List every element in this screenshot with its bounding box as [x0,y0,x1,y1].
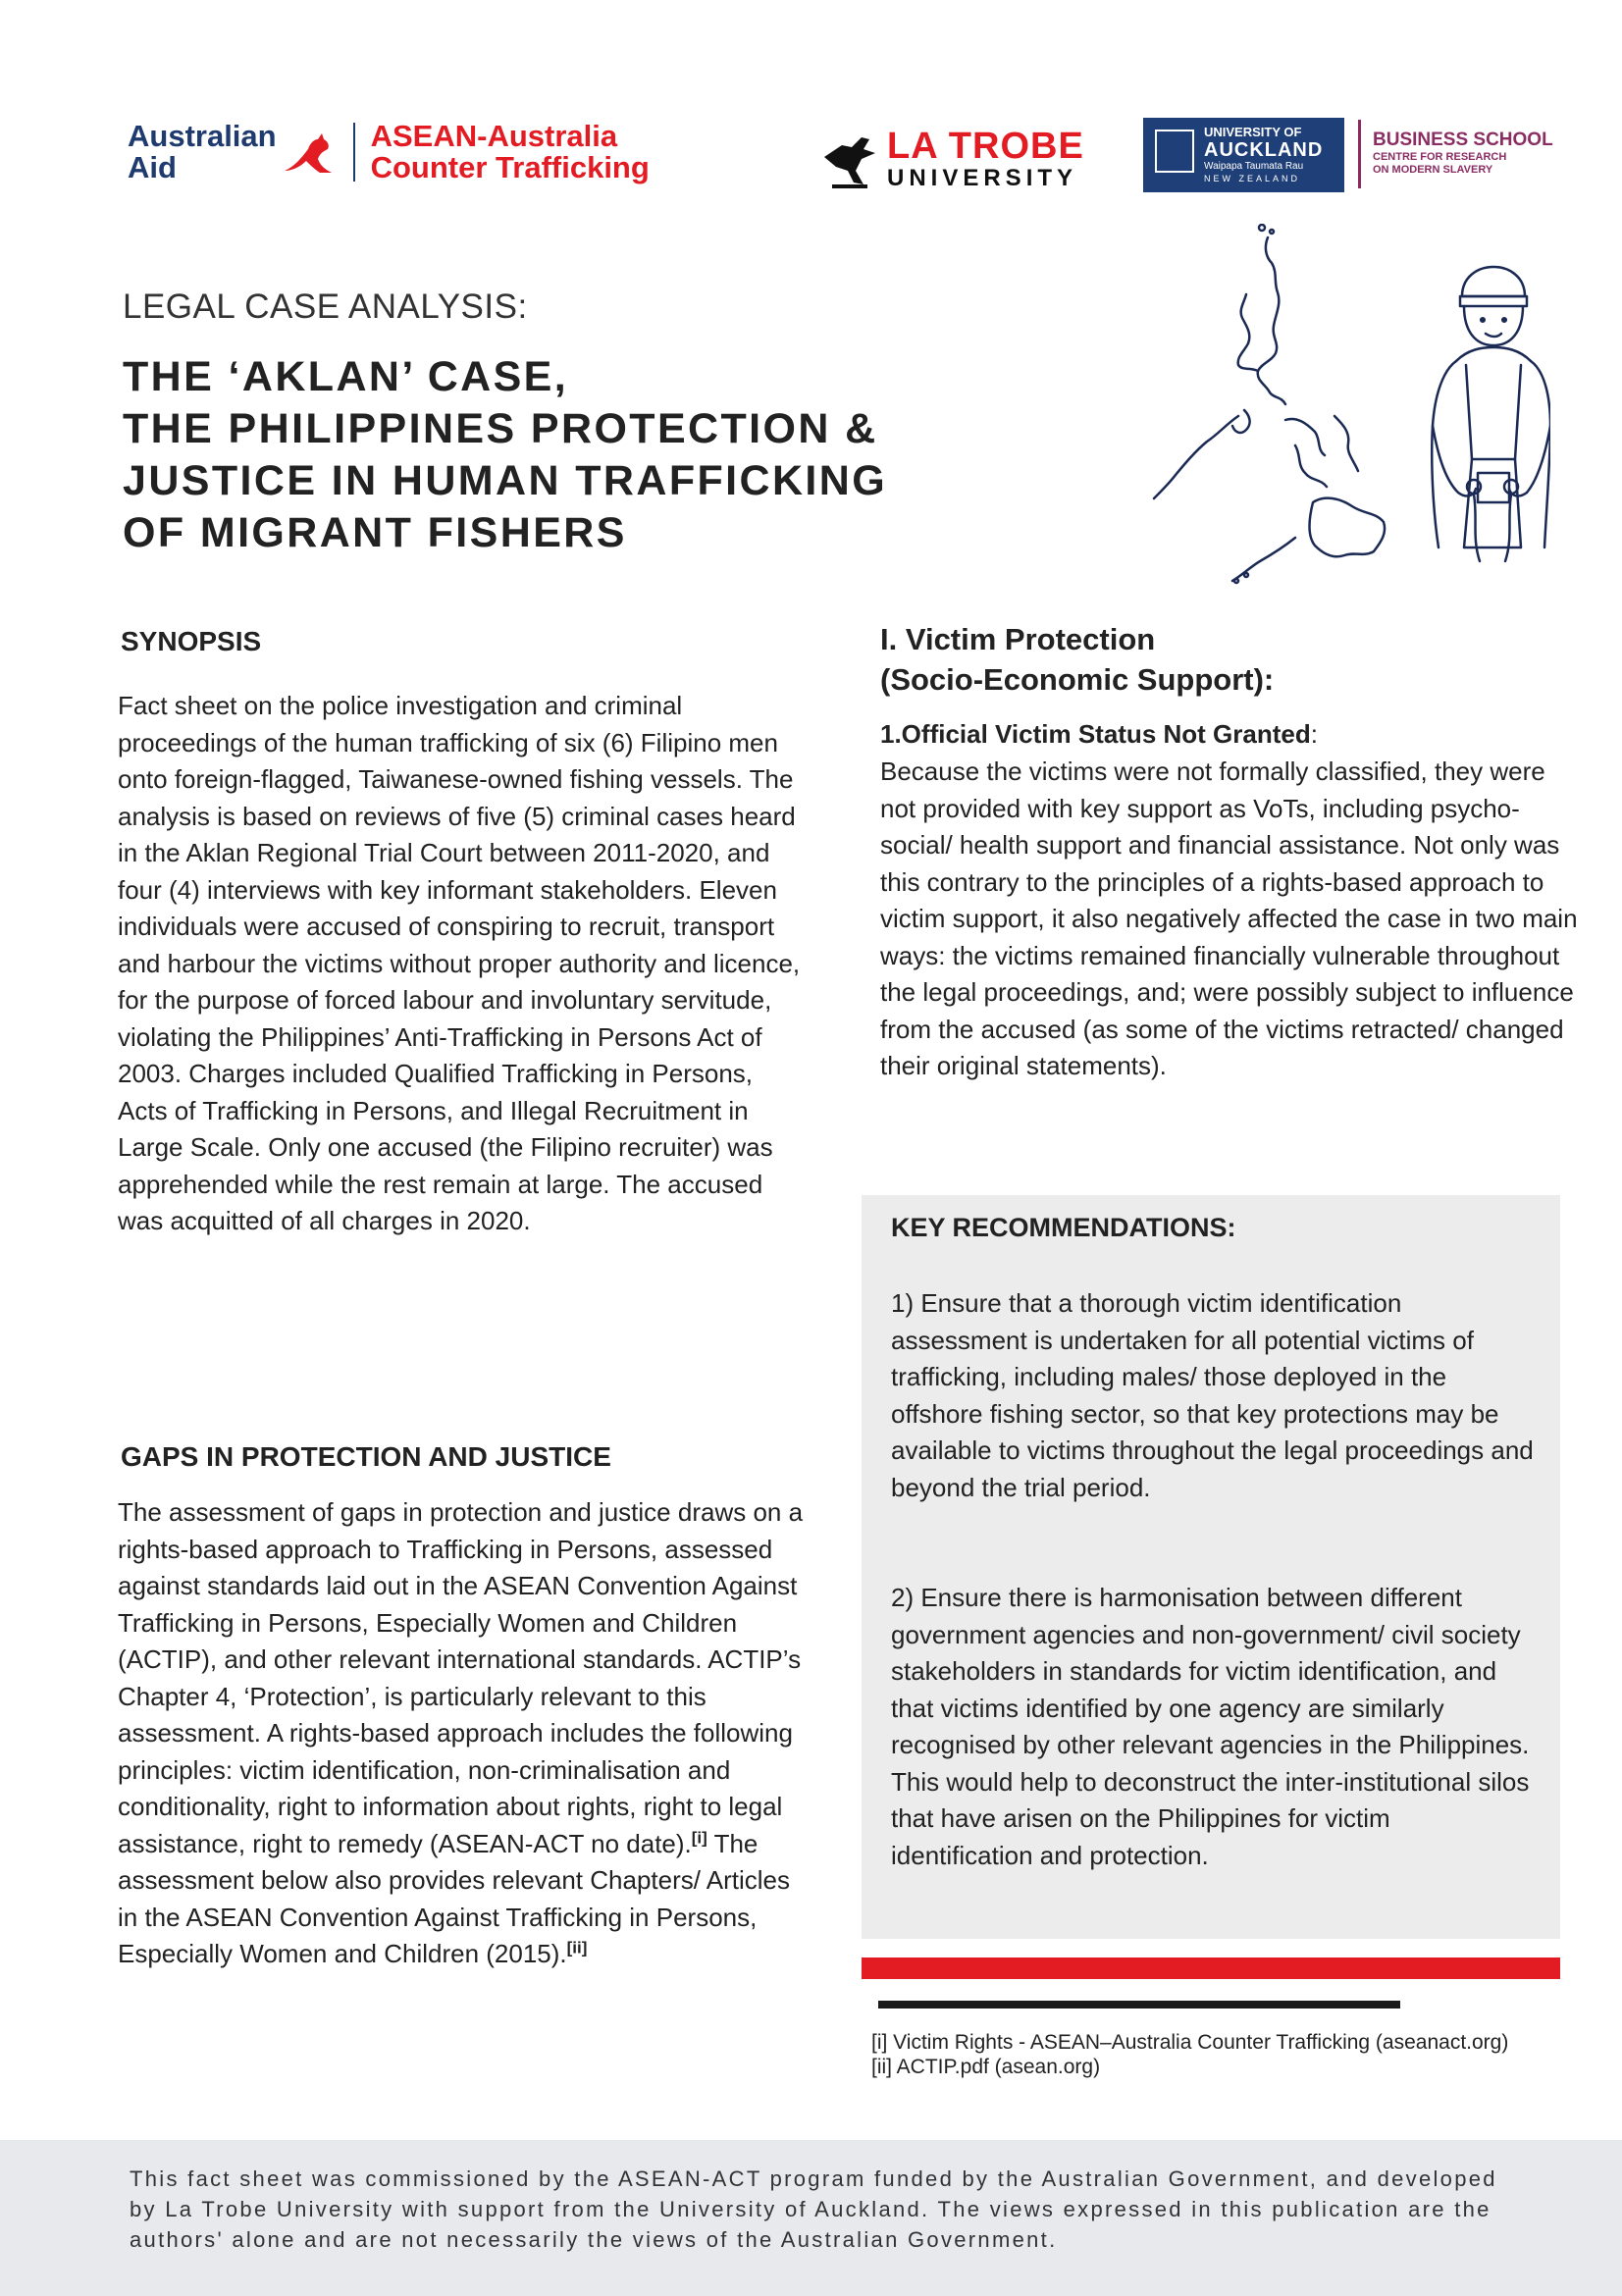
auckland-line-2: AUCKLAND [1204,139,1324,161]
australian-aid-line-1: Australian [128,119,277,153]
latrobe-bird-icon [822,128,877,190]
footnote-ref-ii[interactable]: [ii] [566,1938,588,1957]
victim-protection-heading [880,619,1274,700]
synopsis-heading: SYNOPSIS [121,626,262,656]
la-trobe-line-1: LA TROBE [887,126,1084,167]
la-trobe-logo [822,124,1107,194]
kangaroo-icon [281,128,338,177]
university-of-auckland-logo [1143,118,1344,192]
philippines-map-fisher-illustration [1148,224,1550,587]
footnote-item[interactable]: [i] Victim Rights - ASEAN–Australia Counter Trafficking (aseanact.org) [871,2031,1509,2054]
auckland-line-3: Waipapa Taumata Rau [1204,161,1304,172]
gaps-text-part-1: The assessment of gaps in protection and justice draws on a rights-based approach to Trafficking in Persons, assessed against standards laid out in the ASEAN Convention Against Trafficking in Persons, Especially Women and Children (ACTIP), and other relevant international standards. ACTIP’s Chapter 4, ‘Protection’, is particularly relevant to this assessment. A rights-based approach includes the following principles: victim identification, non-criminalisation and conditionality, right to information about rights, right to legal assistance, right to remedy (ASEAN-ACT no date). [118,1497,804,1858]
business-school-line-3: ON MODERN SLAVERY [1373,164,1493,176]
recommendations-accent-bar [862,1957,1560,1979]
page-footer [0,2140,1622,2296]
australian-aid-wordmark [128,121,277,183]
business-school-line-1: BUSINESS SCHOOL [1373,130,1553,150]
gaps-text [118,1494,805,1973]
footer-disclaimer: This fact sheet was commissioned by the ASEAN-ACT program funded by the Australian Government, and developed by La Trobe University with support from the University of Auckland. The views expressed in this publication are the authors' alone and are not necessarily the views of the Australian Government. [130,2166,1497,2252]
document-title [123,351,1006,559]
title-line: THE PHILIPPINES PROTECTION & [123,405,878,452]
la-trobe-line-2: UNIVERSITY [887,165,1078,191]
gaps-heading: GAPS IN PROTECTION AND JUSTICE [121,1441,611,1472]
title-line: THE ‘AKLAN’ CASE, [123,353,569,400]
footnotes [871,2030,1558,2079]
logo-divider [353,123,355,182]
recommendation-item: 1) Ensure that a thorough victim identification assessment is undertaken for all potential victims of trafficking, including males/ those deployed in the offshore fishing sector, so that key protections may be available to victims throughout the legal proceedings and beyond the trial period. [891,1288,1534,1502]
auckland-line-1: UNIVERSITY OF [1204,125,1302,139]
footnote-divider [878,2001,1400,2009]
victim-status-subheading-text: 1.Official Victim Status Not Granted [880,719,1311,749]
business-school-logo [1358,120,1594,188]
footnote-item[interactable]: [ii] ACTIP.pdf (asean.org) [871,2056,1101,2078]
victim-protection-text: Because the victims were not formally classified, they were not provided with key support as VoTs, including psycho-social/ health support and financial assistance. Not only was this contrary to the principles of a rights-based approach to victim support, it also negatively affected the case in two main ways: the victims remained financially vulnerable throughout the legal proceedings, and; were possibly subject to influence from the accused (as some of the victims retracted/ changed their original statements). [880,757,1578,1080]
australian-aid-line-2: Aid [128,150,177,184]
key-recommendations-panel [862,1195,1560,1939]
auckland-line-4: NEW ZEALAND [1204,174,1301,183]
business-school-line-2: CENTRE FOR RESEARCH [1373,151,1507,163]
synopsis-text: Fact sheet on the police investigation and criminal proceedings of the human trafficking of six (6) Filipino men onto foreign-flagged, Taiwanese-owned fishing vessels. The analysis is based on reviews of five (5) criminal cases heard in the Aklan Regional Trial Court between 2011-2020, and four (4) interviews with key informant stakeholders. Eleven individuals were accused of conspiring to recruit, transport and harbour the victims without proper authority and licence, for the purpose of forced labour and involuntary servitude, violating the Philippines’ Anti-Trafficking in Persons Act of 2003. Charges included Qualified Trafficking in Persons, Acts of Trafficking in Persons, and Illegal Recruitment in Large Scale. Only one accused (the Filipino recruiter) was apprehended while the rest remain at large. The accused was acquitted of all charges in 2020. [118,691,801,1235]
asean-act-wordmark [371,121,650,183]
victim-status-subheading-colon: : [1310,719,1318,749]
title-line: OF MIGRANT FISHERS [123,509,627,556]
key-recommendations-heading: KEY RECOMMENDATIONS: [891,1213,1236,1242]
auckland-crest-icon [1155,130,1194,173]
asean-act-line-1: ASEAN-Australia [370,119,618,153]
footnote-ref-i[interactable]: [i] [691,1827,707,1847]
gaps-text-part-2: The assessment below also provides relevant Chapters/ Articles in the ASEAN Convention Against Trafficking in Persons, Especially Women and Children (2015). [118,1828,790,1968]
victim-protection-heading-line-2: (Socio-Economic Support): [880,662,1275,697]
australian-aid-logo [128,120,650,184]
asean-act-line-2: Counter Trafficking [370,150,650,184]
document-eyebrow: LEGAL CASE ANALYSIS: [123,287,528,326]
victim-status-subheading [880,719,1318,750]
recommendation-item: 2) Ensure there is harmonisation between different government agencies and non-government/ civil society stakeholders in standards for victim identification, and that victims identified by one agency are similarly recognised by other relevant agencies in the Philippines. This would help to deconstruct the inter-institutional silos that have arisen on the Philippines for victim identification and protection. [891,1583,1530,1870]
title-line: JUSTICE IN HUMAN TRAFFICKING [123,457,888,504]
victim-protection-heading-line-1: I. Victim Protection [880,622,1156,656]
